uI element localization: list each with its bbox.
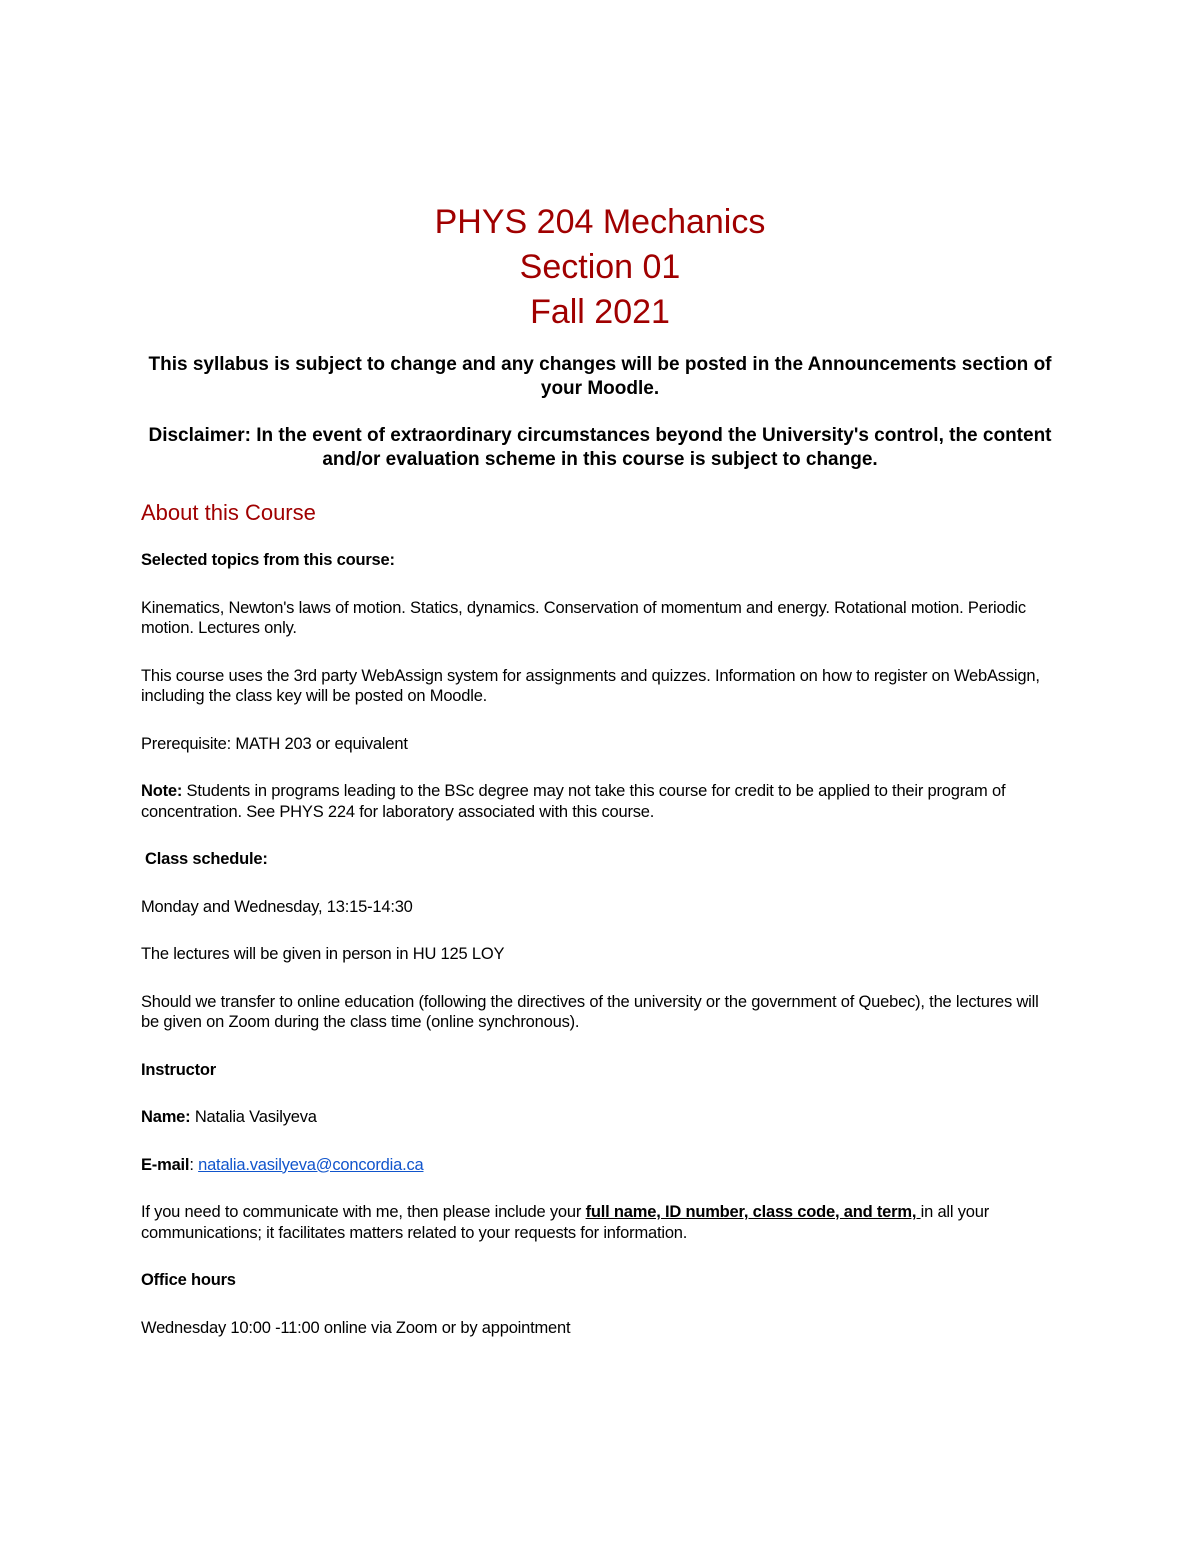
note-label: Note: [141,782,183,800]
course-title-line2: Section 01 [519,248,681,286]
contact-pre: If you need to communicate with me, then please include your [141,1203,586,1221]
office-hours-text: Wednesday 10:00 -11:00 online via Zoom or by appointment [141,1318,571,1337]
about-heading: About this Course [141,500,316,525]
note-text: Students in programs leading to the BSc degree may not take this course for credit to be applied to their program of concentration. See PHYS 224 for laboratory associated with this course. [141,782,1006,821]
change-notice: This syllabus is subject to change and any changes will be posted in the Announcements section of your Moodle. [148,354,1052,399]
instructor-name-line [141,1107,1059,1128]
instructor-email-sep: : [189,1155,199,1174]
instructor-name-label: Name: [141,1108,191,1126]
topics-text: Kinematics, Newton's laws of motion. Statics, dynamics. Conservation of momentum and energy. Rotational motion. Periodic motion. Lectures only. [141,598,1026,637]
contact-post: in all your communications; it facilitates matters related to your requests for information. [141,1203,990,1242]
disclaimer: Disclaimer: In the event of extraordinary circumstances beyond the University's control, the content and/or evaluation scheme in this course is subject to change. [148,425,1052,470]
contact-instructions [141,1202,1059,1243]
schedule-online: Should we transfer to online education (following the directives of the university or the government of Quebec), the lectures will be given on Zoom during the class time (online synchronous). [141,992,1039,1031]
instructor-email-line [141,1155,1059,1176]
schedule-label [141,849,1059,870]
course-title [141,200,1059,335]
instructor-label: Instructor [141,1060,217,1079]
schedule-label-text: Class schedule: [145,850,268,868]
course-title-line3: Fall 2021 [530,293,670,331]
prerequisite-text: Prerequisite: MATH 203 or equivalent [141,734,408,753]
instructor-email-link[interactable]: natalia.vasilyeva@concordia.ca [198,1155,424,1174]
note-paragraph [141,781,1059,822]
course-title-line1: PHYS 204 Mechanics [434,203,766,241]
schedule-location: The lectures will be given in person in HU 125 LOY [141,945,505,963]
webassign-text: This course uses the 3rd party WebAssign system for assignments and quizzes. Information on how to register on WebAssign, including the class key will be posted on Moodle. [141,666,1040,705]
topics-label: Selected topics from this course: [141,551,395,569]
instructor-email-label: E-mail [141,1155,190,1174]
instructor-name: Natalia Vasilyeva [190,1108,317,1126]
contact-emphasis: full name, ID number, class code, and term, [585,1203,921,1221]
office-hours-label: Office hours [141,1271,236,1289]
syllabus-page [141,200,1059,1365]
schedule-days: Monday and Wednesday, 13:15-14:30 [141,897,413,916]
